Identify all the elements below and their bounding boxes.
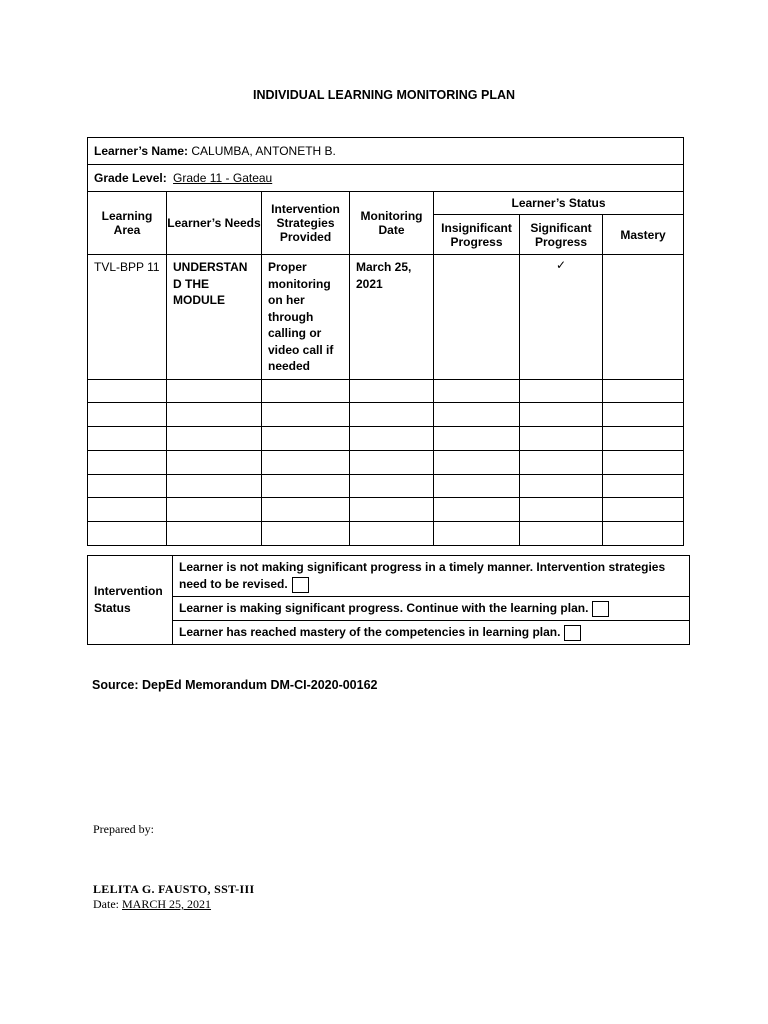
- header-learning-area: Learning Area: [88, 192, 167, 255]
- signature-date: [93, 897, 211, 912]
- status-option-revise: [173, 556, 690, 597]
- signer-name: LELITA G. FAUSTO, SST-III: [93, 882, 255, 896]
- checkmark-icon: ✓: [520, 255, 603, 380]
- grade-level-label: Grade Level:: [94, 171, 167, 185]
- source-note: Source: DepEd Memorandum DM-CI-2020-00162: [92, 678, 378, 692]
- grade-level-value: Grade 11 - Gateau: [173, 171, 273, 185]
- table-row: [88, 255, 684, 380]
- header-row-1: [88, 192, 684, 215]
- status-row: [88, 621, 690, 645]
- status-option-mastery: [173, 621, 690, 645]
- checkbox-revise[interactable]: [292, 577, 309, 593]
- header-learners-needs: Learner’s Needs: [167, 192, 262, 255]
- grade-level-row: [88, 165, 684, 192]
- status-option-text: Learner is not making significant progress in a timely manner. Intervention strategies need to be revised.: [179, 560, 666, 591]
- checkbox-mastery[interactable]: [564, 625, 581, 641]
- cell-insignificant: [434, 255, 520, 380]
- monitoring-table: [87, 137, 684, 546]
- table-row: [88, 427, 684, 451]
- cell-mastery: [603, 255, 684, 380]
- header-mastery: Mastery: [603, 215, 684, 255]
- cell-intervention: Proper monitoring on her through calling or video call if needed: [262, 255, 350, 380]
- table-row: [88, 379, 684, 403]
- intervention-status-label: Intervention Status: [88, 556, 173, 645]
- table-row: [88, 498, 684, 522]
- date-value: MARCH 25, 2021: [122, 897, 212, 911]
- document-title: INDIVIDUAL LEARNING MONITORING PLAN: [252, 88, 516, 102]
- intervention-status-table: [87, 555, 690, 645]
- learner-name-label: Learner’s Name:: [94, 144, 189, 158]
- learner-name-value: CALUMBA, ANTONETH B.: [191, 144, 336, 158]
- date-label: Date:: [93, 897, 119, 911]
- cell-date: March 25, 2021: [350, 255, 434, 380]
- header-learners-status: Learner’s Status: [434, 192, 684, 215]
- status-row: [88, 597, 690, 621]
- cell-needs: UNDERSTAN D THE MODULE: [167, 255, 262, 380]
- header-significant: Significant Progress: [520, 215, 603, 255]
- prepared-by-label: Prepared by:: [93, 822, 154, 836]
- header-intervention: Intervention Strategies Provided: [262, 192, 350, 255]
- status-row: [88, 556, 690, 597]
- checkbox-continue[interactable]: [592, 601, 609, 617]
- status-option-continue: [173, 597, 690, 621]
- header-insignificant: Insignificant Progress: [434, 215, 520, 255]
- table-row: [88, 450, 684, 474]
- table-row: [88, 403, 684, 427]
- header-monitoring-date: Monitoring Date: [350, 192, 434, 255]
- status-option-text: Learner has reached mastery of the competencies in learning plan.: [179, 625, 561, 639]
- cell-learning-area: TVL-BPP 11: [88, 255, 167, 380]
- table-row: [88, 474, 684, 498]
- table-row: [88, 522, 684, 546]
- status-option-text: Learner is making significant progress. Continue with the learning plan.: [179, 601, 589, 615]
- learner-name-row: [88, 138, 684, 165]
